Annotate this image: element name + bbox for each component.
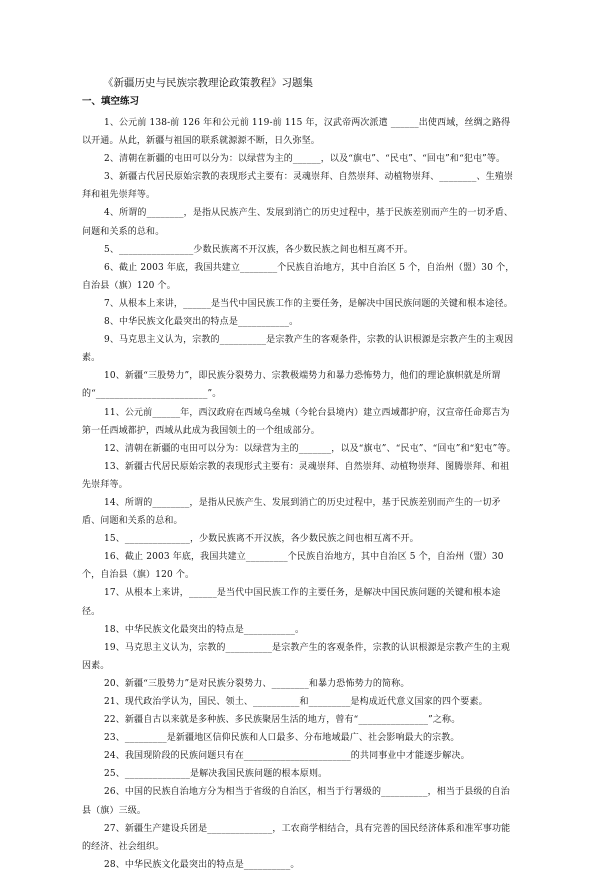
question-item: 6、截止 2003 年底，我国共建立________个民族自治地方，其中自治区 5 个，自治州（盟）30 个，自治县（旗）120 个。: [82, 262, 515, 291]
question-item: 4、所谓的________，是指从民族产生、发展到消亡的历史过程中，基于民族差别而产生的一切矛盾、问题和关系的总和。: [82, 208, 514, 237]
question-item: 11、公元前______年，西汉政府在西域乌垒城（今轮台县境内）建立西域都护府，汉宣帝任命郑吉为第一任西域都护，西域从此成为我国领土的一个组成部分。: [82, 407, 510, 436]
question-item: 24、我国现阶段的民族问题只有在_______________________的共同事业中才能逐步解决。: [104, 751, 470, 762]
document-title: 《新疆历史与民族宗教理论政策教程》习题集: [103, 77, 313, 89]
question-item: 27、新疆生产建设兵团是______________，工农商学相结合，具有完善的国民经济体系和准军事功能的经济、社会组织。: [82, 823, 511, 852]
question-item: 17、从根本上来讲，______是当代中国民族工作的主要任务，是解决中国民族问题的关键和根本途径。: [82, 588, 501, 617]
question-item: 23、_________是新疆地区信仰民族和人口最多、分布地域最广、社会影响最大的宗教。: [104, 733, 460, 744]
question-item: 10、新疆“三股势力”，即民族分裂势力、宗教极端势力和暴力恐怖势力，他们的理论旗帜就是所谓的“________________________”。: [82, 371, 501, 400]
question-item: 20、新疆“三股势力”是对民族分裂势力、________和暴力恐怖势力的简称。: [104, 678, 410, 689]
question-item: 26、中国的民族自治地方分为相当于省级的自治区，相当于行署级的__________，相当于县级的自治县（旗）三级。: [82, 787, 510, 816]
question-item: 15、______________，少数民族离不开汉族，各少数民族之间也相互离不开。: [104, 534, 419, 545]
question-item: 21、现代政治学认为，国民、领土、__________和_________是构成近代意义国家的四个要素。: [104, 697, 488, 707]
question-item: 7、从根本上来讲，______是当代中国民族工作的主要任务，是解决中国民族问题的关键和根本途径。: [104, 298, 513, 309]
question-item: 14、所谓的________，是指从民族产生、发展到消亡的历史过程中，基于民族差别而产生的一切矛盾、问题和关系的总和。: [82, 497, 501, 527]
question-list: [82, 114, 518, 874]
question-item: 12、清朝在新疆的屯田可以分为：以绿营为主的_______，以及“旗屯”、“民屯”、“回屯”和“犯屯”等。: [104, 443, 516, 454]
question-item: 16、截止 2003 年底，我国共建立_________个民族自治地方，其中自治区 5 个，自治州（盟）30 个，自治县（旗）120 个。: [82, 552, 504, 581]
question-item: 19、马克思主义认为，宗教的__________是宗教产生的客观条件，宗教的认识根源是宗教产生的主观因素。: [82, 642, 510, 671]
question-item: 8、中华民族文化最突出的特点是___________。: [104, 317, 299, 328]
question-item: 18、中华民族文化最突出的特点是___________。: [104, 624, 305, 635]
question-item: 25、______________是解决我国民族问题的根本原则。: [104, 769, 328, 780]
question-item: 22、新疆自古以来就是多种族、多民族聚居生活的地方，曾有“_______________”之称。: [104, 715, 461, 726]
question-item: 1、公元前 138-前 126 年和公元前 119-前 115 年，汉武帝两次派遣 ______出使西域，丝绸之路得以开通。从此，新疆与祖国的联系就源源不断，日久弥坚。: [82, 118, 511, 147]
question-item: 13、新疆古代居民原始宗教的表现形式主要有：灵魂崇拜、自然崇拜、动植物崇拜、图腾崇拜、和祖先崇拜等。: [82, 461, 510, 490]
question-item: 5、________________少数民族离不开汉族，各少数民族之间也相互离不开。: [104, 244, 414, 255]
question-item: 2、清朝在新疆的屯田可以分为：以绿营为主的______，以及“旗屯”、“民屯”、“回屯”和“犯屯”等。: [104, 154, 506, 165]
question-item: 28、中华民族文化最突出的特点是__________。: [104, 859, 300, 870]
question-item: 3、新疆古代居民原始宗教的表现形式主要有：灵魂崇拜、自然崇拜、动植物崇拜、________、生殖崇拜和祖先崇拜等。: [82, 172, 514, 201]
question-item: 9、马克思主义认为，宗教的__________是宗教产生的客观条件，宗教的认识根源是宗教产生的主观因素。: [82, 335, 514, 364]
section-heading: 一、填空练习: [82, 96, 140, 107]
